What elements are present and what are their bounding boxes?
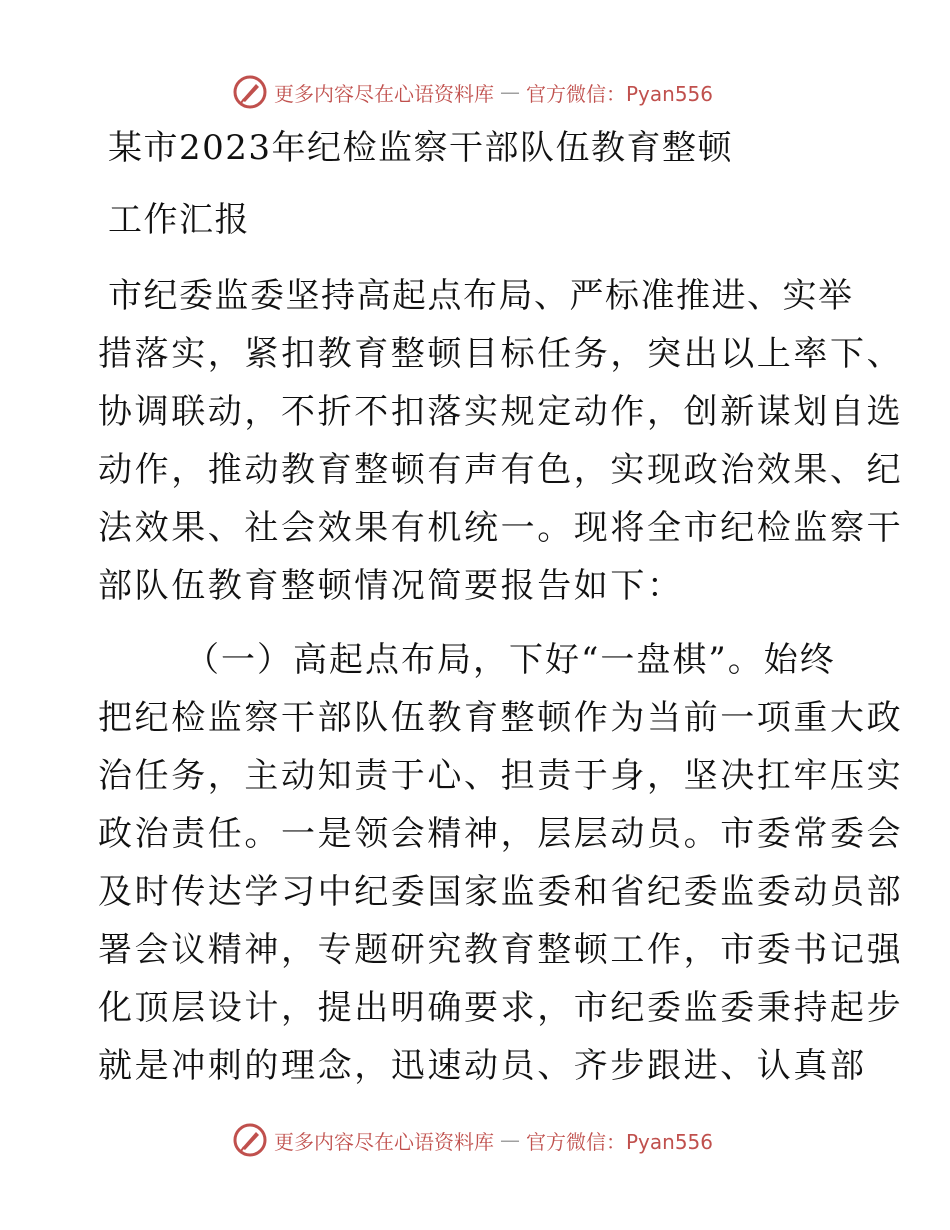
paragraph-1-line: 动作，推动教育整顿有声有色，实现政治效果、纪 <box>98 450 904 490</box>
document-title-line-1: 某市2023年纪检监察干部队伍教育整顿 <box>108 128 734 168</box>
quill-logo-icon <box>232 1122 268 1158</box>
paragraph-1-line: 部队伍教育整顿情况简要报告如下： <box>98 566 684 606</box>
watermark-text: 更多内容尽在心语资料库 <box>274 1129 494 1154</box>
watermark-text: 更多内容尽在心语资料库 <box>274 81 494 106</box>
paragraph-1-line: 措落实，紧扣教育整顿目标任务，突出以上率下、 <box>98 334 904 374</box>
paragraph-1-line: 协调联动，不折不扣落实规定动作，创新谋划自选 <box>98 392 904 432</box>
paragraph-2-line: 政治责任。一是领会精神，层层动员。市委常委会 <box>98 814 904 854</box>
footer-watermark <box>232 1120 713 1160</box>
quill-logo-icon <box>232 74 268 110</box>
paragraph-2-line: 治任务，主动知责于心、担责于身，坚决扛牢压实 <box>98 756 904 796</box>
paragraph-2-line: （一）高起点布局，下好“一盘棋”。始终 <box>185 640 836 680</box>
document-title-line-2: 工作汇报 <box>108 200 250 240</box>
paragraph-2-line: 化顶层设计，提出明确要求，市纪委监委秉持起步 <box>98 988 904 1028</box>
watermark-separator: — <box>500 1128 520 1152</box>
watermark-contact: 官方微信：Pyan556 <box>526 81 714 106</box>
paragraph-2-line: 把纪检监察干部队伍教育整顿作为当前一项重大政 <box>98 698 904 738</box>
paragraph-2-line: 就是冲刺的理念，迅速动员、齐步跟进、认真部 <box>98 1046 867 1086</box>
paragraph-2-line: 及时传达学习中纪委国家监委和省纪委监委动员部 <box>98 872 904 912</box>
paragraph-1-line: 法效果、社会效果有机统一。现将全市纪检监察干 <box>98 508 904 548</box>
paragraph-2-line: 署会议精神，专题研究教育整顿工作，市委书记强 <box>98 930 904 970</box>
paragraph-1-line: 市纪委监委坚持高起点布局、严标准推进、实举 <box>108 276 854 316</box>
watermark-separator: — <box>500 80 520 104</box>
header-watermark <box>232 72 713 112</box>
watermark-contact: 官方微信：Pyan556 <box>526 1129 714 1154</box>
